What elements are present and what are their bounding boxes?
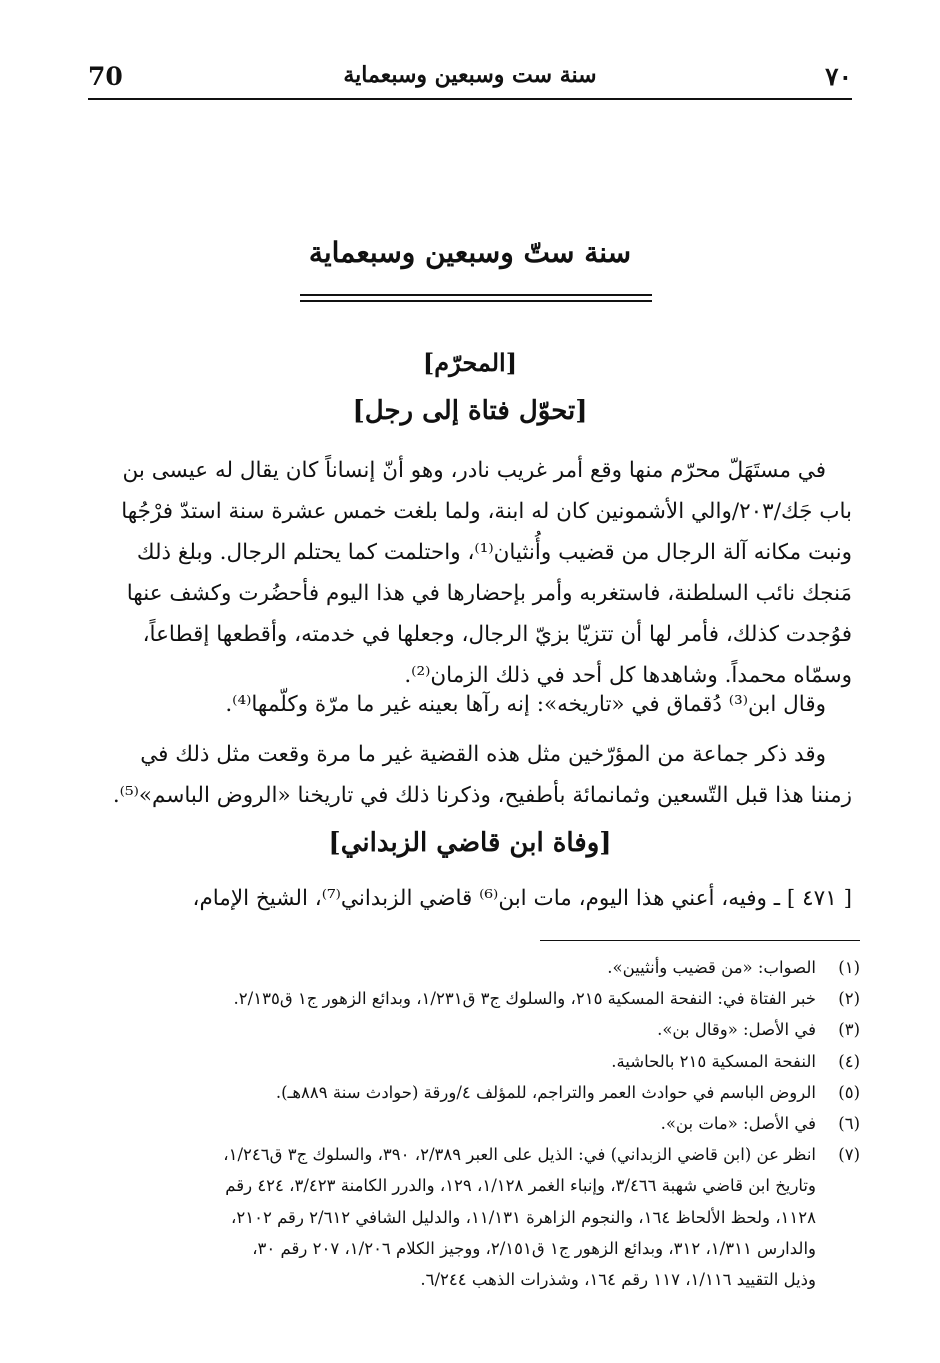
paragraph-2: وقال ابن⁽³⁾ دُقماق في «تاريخه»: إنه رآها بعينه غير ما مرّة وكلّمها⁽⁴⁾. xyxy=(225,692,826,717)
footnote-text: انظر عن (ابن قاضي الزبداني) في: الذيل على العبر ٢/٣٨٩، ٣٩٠، والسلوك ج٣ ق١/٢٤٦، xyxy=(223,1145,816,1165)
header-rule xyxy=(88,98,852,100)
page-header xyxy=(88,56,852,96)
text-line: باب جَك/٢٠٣/والي الأشمونين كان له ابنة، ولما بلغت خمس عشرة سنة استدّ فرْجُها xyxy=(121,499,852,524)
footnote-continuation: وذيل التقييد ١/١١٦، ١١٧ رقم ١٦٤، وشذرات الذهب ٦/٢٤٤. xyxy=(420,1270,816,1290)
text-line: وقد ذكر جماعة من المؤرّخين مثل هذه القضية غير ما مرة وقعت مثل ذلك في xyxy=(140,742,826,767)
footnote-marker: (٥) xyxy=(838,1082,860,1102)
paragraph-4: [ ٤٧١ ] ـ وفيه، أعني هذا اليوم، مات ابن⁽⁶⁾ قاضي الزبداني⁽⁷⁾، الشيخ الإمام، xyxy=(192,886,852,911)
text-line: زمننا هذا قبل التّسعين وثمانمائة بأطفيح، وذكرنا ذلك في تاريخنا «الروض الباسم»⁽⁵⁾. xyxy=(112,783,852,808)
footnote-continuation: ١١٢٨، ولحظ الألحاظ ١٦٤، والنجوم الزاهرة ١١/١٣١، والدليل الشافي ٢/٦١٢ رقم ٢١٠٢، xyxy=(231,1207,816,1227)
month-heading: [المحرّم] xyxy=(422,348,518,377)
footnote-text: خبر الفتاة في: النفحة المسكية ٢١٥، والسلوك ج٣ ق١/٢٣١، وبدائع الزهور ج١ ق٢/١٣٥. xyxy=(233,989,816,1009)
text-line: في مستَهَلّ محرّم منها وقع أمر غريب نادر، وهو أنّ إنساناً كان يقال له عيسى بن xyxy=(122,458,826,483)
footnote-marker: (٧) xyxy=(838,1145,860,1165)
footnote-text: النفحة المسكية ٢١٥ بالحاشية. xyxy=(611,1051,816,1071)
footnote-item xyxy=(92,1108,860,1139)
page-number-arabic: ٧٠ xyxy=(825,62,852,91)
footnote-continuation: والدارس ١/٣١١، ٣١٢، وبدائع الزهور ج١ ق٢/١٥١، ووجيز الكلام ١/٢٠٦، ٢٠٧ رقم ٣٠، xyxy=(252,1238,816,1258)
footnote-text: في الأصل: «مات بن». xyxy=(660,1114,816,1134)
footnote-marker: (٦) xyxy=(838,1114,860,1134)
footnote-text: الصواب: «من قضيب وأنثيين». xyxy=(607,958,816,977)
text-line: فوُجدت كذلك، فأمر لها أن تتزيّا بزيّ الرجال، وجعلها في خدمته، وأقطعها إقطاعاً، xyxy=(142,622,852,647)
footnote-text: الروض الباسم في حوادث العمر والتراجم، للمؤلف ٤/ورقة (حوادث سنة ٨٨٩هـ). xyxy=(275,1082,816,1102)
section-heading-girl: [تحوّل فتاة إلى رجل] xyxy=(352,396,588,426)
running-title: سنة ست وسبعين وسبعماية xyxy=(343,62,597,88)
footnote-item xyxy=(92,1014,860,1045)
footnote-item xyxy=(92,983,860,1014)
paragraph-1 xyxy=(92,450,852,696)
footnote-continuation: وتاريخ ابن قاضي شهبة ٣/٤٦٦، وإنباء الغمر ١/١٢٨، ١٢٩، والدرر الكامنة ٣/٤٢٣، ٤٢٤ رقم xyxy=(225,1176,816,1196)
chapter-title: سنة ستّ وسبعين وسبعماية xyxy=(308,236,632,269)
footnote-item xyxy=(92,1046,860,1077)
footnote-marker: (١) xyxy=(838,958,860,977)
footnote-rule xyxy=(540,940,860,941)
footnote-marker: (٤) xyxy=(838,1051,860,1071)
text-line: ونبت مكانه آلة الرجال من قضيب وأُنثيان⁽¹⁾، واحتلمت كما يحتلم الرجال. وبلغ ذلك xyxy=(136,540,852,565)
footnote-item xyxy=(92,1077,860,1108)
paragraph-3 xyxy=(92,734,852,816)
footnote-text: في الأصل: «وقال بن». xyxy=(657,1020,816,1040)
footnote-marker: (٣) xyxy=(838,1020,860,1040)
footnote-item xyxy=(92,952,860,983)
text-line: وسمّاه محمداً. وشاهدها كل أحد في ذلك الزمان⁽²⁾. xyxy=(404,663,852,688)
footnotes xyxy=(92,952,860,1295)
footnote-marker: (٢) xyxy=(838,989,860,1009)
page-number-latin: 70 xyxy=(88,62,123,91)
title-double-rule xyxy=(300,294,652,302)
section-heading-death: [وفاة ابن قاضي الزبداني] xyxy=(328,828,612,858)
text-line: مَنجك نائب السلطنة، فاستغربه وأمر بإحضارها في هذا اليوم فأحضُرت وكشف عنها xyxy=(126,581,852,606)
footnote-item xyxy=(92,1139,860,1170)
